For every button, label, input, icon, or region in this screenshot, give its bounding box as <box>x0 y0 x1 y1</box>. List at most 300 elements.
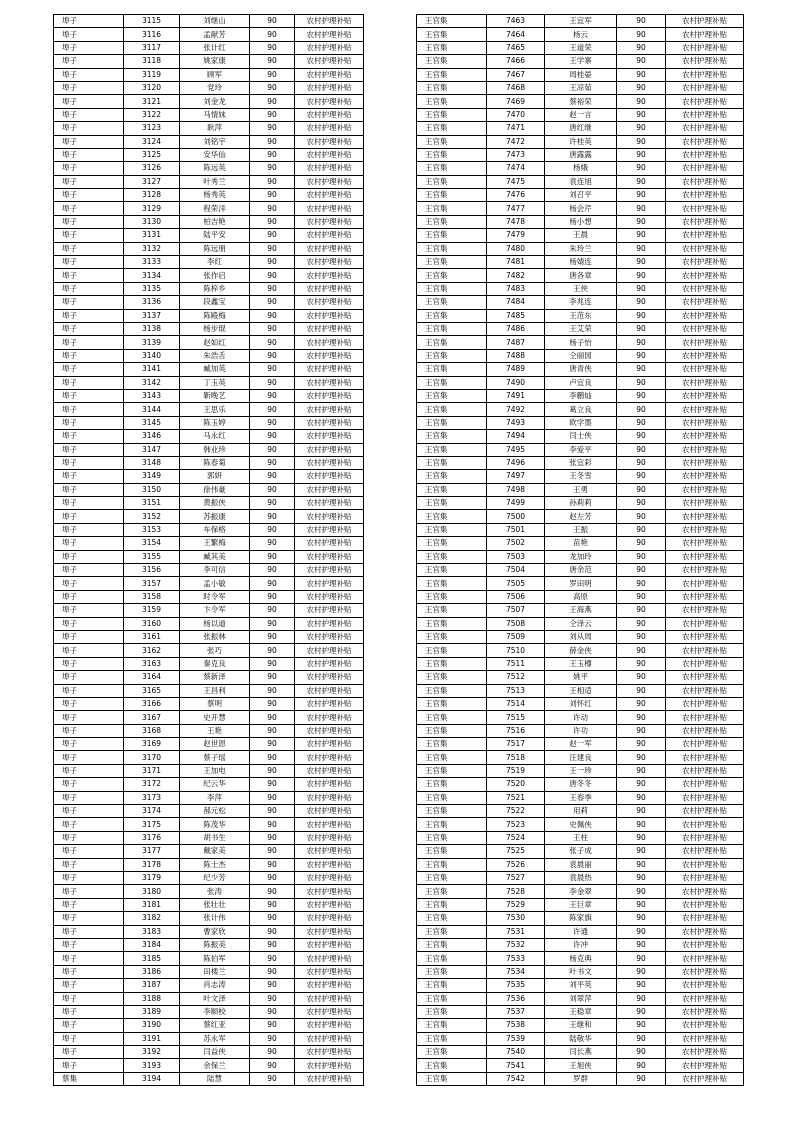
name-cell: 孟献芳 <box>180 28 250 41</box>
name-cell: 王艾荣 <box>545 322 617 335</box>
category-cell: 农村护理补贴 <box>295 523 364 536</box>
id-cell: 3175 <box>124 818 180 831</box>
id-cell: 3167 <box>124 711 180 724</box>
category-cell: 农村护理补贴 <box>295 671 364 684</box>
category-cell: 农村护理补贴 <box>295 1046 364 1059</box>
amount-cell: 90 <box>250 1059 295 1072</box>
town-cell: 王官集 <box>417 296 487 309</box>
id-cell: 7536 <box>487 992 545 1005</box>
name-cell: 黄振侠 <box>180 497 250 510</box>
town-cell: 埠子 <box>54 403 124 416</box>
town-cell: 埠子 <box>54 831 124 844</box>
table-row <box>54 1059 364 1072</box>
name-cell: 丁玉英 <box>180 376 250 389</box>
id-cell: 3149 <box>124 470 180 483</box>
category-cell: 农村护理补贴 <box>295 175 364 188</box>
category-cell: 农村护理补贴 <box>666 818 744 831</box>
id-cell: 7537 <box>487 1005 545 1018</box>
amount-cell: 90 <box>617 1072 666 1085</box>
category-cell: 农村护理补贴 <box>666 470 744 483</box>
name-cell: 罗田明 <box>545 577 617 590</box>
category-cell: 农村护理补贴 <box>666 269 744 282</box>
table-row <box>417 831 744 844</box>
id-cell: 3169 <box>124 738 180 751</box>
town-cell: 王官集 <box>417 764 487 777</box>
town-cell: 埠子 <box>54 175 124 188</box>
town-cell: 王官集 <box>417 898 487 911</box>
town-cell: 王官集 <box>417 590 487 603</box>
amount-cell: 90 <box>250 992 295 1005</box>
id-cell: 3146 <box>124 430 180 443</box>
name-cell: 欧学墨 <box>545 416 617 429</box>
town-cell: 王官集 <box>417 256 487 269</box>
table-row <box>54 564 364 577</box>
category-cell: 农村护理补贴 <box>666 148 744 161</box>
id-cell: 3190 <box>124 1019 180 1032</box>
town-cell: 埠子 <box>54 41 124 54</box>
town-cell: 埠子 <box>54 162 124 175</box>
table-row <box>54 215 364 228</box>
category-cell: 农村护理补贴 <box>666 992 744 1005</box>
category-cell: 农村护理补贴 <box>295 81 364 94</box>
id-cell: 7478 <box>487 215 545 228</box>
category-cell: 农村护理补贴 <box>666 550 744 563</box>
town-cell: 埠子 <box>54 992 124 1005</box>
town-cell: 埠子 <box>54 456 124 469</box>
id-cell: 3179 <box>124 872 180 885</box>
category-cell: 农村护理补贴 <box>295 336 364 349</box>
table-row <box>417 122 744 135</box>
table-row <box>417 697 744 710</box>
table-row <box>54 122 364 135</box>
name-cell: 蔡明 <box>180 697 250 710</box>
category-cell: 农村护理补贴 <box>295 403 364 416</box>
name-cell: 陈士杰 <box>180 858 250 871</box>
name-cell: 闫士侠 <box>545 430 617 443</box>
category-cell: 农村护理补贴 <box>295 952 364 965</box>
id-cell: 3115 <box>124 15 180 28</box>
name-cell: 杨会芹 <box>545 202 617 215</box>
category-cell: 农村护理补贴 <box>666 590 744 603</box>
id-cell: 7534 <box>487 965 545 978</box>
id-cell: 7475 <box>487 175 545 188</box>
category-cell: 农村护理补贴 <box>295 764 364 777</box>
town-cell: 王官集 <box>417 697 487 710</box>
town-cell: 埠子 <box>54 872 124 885</box>
amount-cell: 90 <box>617 805 666 818</box>
category-cell: 农村护理补贴 <box>295 483 364 496</box>
table-row <box>417 898 744 911</box>
name-cell: 刘召平 <box>545 189 617 202</box>
town-cell: 王官集 <box>417 282 487 295</box>
town-cell: 埠子 <box>54 751 124 764</box>
name-cell: 唐青侠 <box>545 363 617 376</box>
town-cell: 王官集 <box>417 510 487 523</box>
amount-cell: 90 <box>250 644 295 657</box>
id-cell: 3119 <box>124 68 180 81</box>
category-cell: 农村护理补贴 <box>666 55 744 68</box>
town-cell: 王官集 <box>417 389 487 402</box>
amount-cell: 90 <box>250 577 295 590</box>
id-cell: 7464 <box>487 28 545 41</box>
name-cell: 杨婧连 <box>545 256 617 269</box>
table-row <box>54 269 364 282</box>
left-table <box>53 14 364 1086</box>
id-cell: 7524 <box>487 831 545 844</box>
id-cell: 3176 <box>124 831 180 844</box>
amount-cell: 90 <box>617 671 666 684</box>
id-cell: 7528 <box>487 885 545 898</box>
category-cell: 农村护理补贴 <box>666 630 744 643</box>
id-cell: 7511 <box>487 657 545 670</box>
amount-cell: 90 <box>250 858 295 871</box>
id-cell: 7522 <box>487 805 545 818</box>
id-cell: 7530 <box>487 912 545 925</box>
category-cell: 农村护理补贴 <box>295 617 364 630</box>
town-cell: 埠子 <box>54 925 124 938</box>
category-cell: 农村护理补贴 <box>666 925 744 938</box>
left-table-body <box>54 15 364 1086</box>
category-cell: 农村护理补贴 <box>666 577 744 590</box>
category-cell: 农村护理补贴 <box>666 791 744 804</box>
town-cell: 埠子 <box>54 1019 124 1032</box>
name-cell: 袁晨热 <box>545 872 617 885</box>
table-row <box>417 1059 744 1072</box>
id-cell: 3139 <box>124 336 180 349</box>
amount-cell: 90 <box>617 376 666 389</box>
town-cell: 埠子 <box>54 376 124 389</box>
town-cell: 埠子 <box>54 738 124 751</box>
category-cell: 农村护理补贴 <box>666 483 744 496</box>
name-cell: 陈远朋 <box>180 242 250 255</box>
category-cell: 农村护理补贴 <box>666 1032 744 1045</box>
town-cell: 王官集 <box>417 349 487 362</box>
category-cell: 农村护理补贴 <box>295 430 364 443</box>
table-row <box>417 858 744 871</box>
id-cell: 3127 <box>124 175 180 188</box>
name-cell: 王相适 <box>545 684 617 697</box>
category-cell: 农村护理补贴 <box>666 711 744 724</box>
amount-cell: 90 <box>250 456 295 469</box>
amount-cell: 90 <box>250 403 295 416</box>
town-cell: 埠子 <box>54 81 124 94</box>
name-cell: 王晨 <box>545 229 617 242</box>
table-row <box>417 778 744 791</box>
name-cell: 程荣洋 <box>180 202 250 215</box>
amount-cell: 90 <box>617 684 666 697</box>
amount-cell: 90 <box>250 122 295 135</box>
town-cell: 埠子 <box>54 1005 124 1018</box>
id-cell: 3117 <box>124 41 180 54</box>
name-cell: 柏吉艳 <box>180 215 250 228</box>
amount-cell: 90 <box>617 497 666 510</box>
table-row <box>417 738 744 751</box>
id-cell: 7476 <box>487 189 545 202</box>
table-row <box>54 1072 364 1085</box>
category-cell: 农村护理补贴 <box>666 697 744 710</box>
table-row <box>54 148 364 161</box>
town-cell: 埠子 <box>54 256 124 269</box>
category-cell: 农村护理补贴 <box>666 95 744 108</box>
amount-cell: 90 <box>617 965 666 978</box>
id-cell: 3171 <box>124 764 180 777</box>
amount-cell: 90 <box>617 979 666 992</box>
table-row <box>417 644 744 657</box>
town-cell: 埠子 <box>54 885 124 898</box>
amount-cell: 90 <box>617 336 666 349</box>
name-cell: 史开慧 <box>180 711 250 724</box>
category-cell: 农村护理补贴 <box>666 282 744 295</box>
category-cell: 农村护理补贴 <box>295 416 364 429</box>
id-cell: 7495 <box>487 443 545 456</box>
amount-cell: 90 <box>617 148 666 161</box>
id-cell: 7517 <box>487 738 545 751</box>
amount-cell: 90 <box>250 671 295 684</box>
name-cell: 陈茂华 <box>180 818 250 831</box>
table-row <box>417 135 744 148</box>
table-row <box>54 684 364 697</box>
id-cell: 3121 <box>124 95 180 108</box>
table-row <box>417 483 744 496</box>
id-cell: 3120 <box>124 81 180 94</box>
table-row <box>54 108 364 121</box>
town-cell: 埠子 <box>54 296 124 309</box>
table-row <box>417 403 744 416</box>
town-cell: 埠子 <box>54 229 124 242</box>
name-cell: 许桂英 <box>545 135 617 148</box>
name-cell: 曹家欣 <box>180 925 250 938</box>
amount-cell: 90 <box>250 952 295 965</box>
name-cell: 仝泽云 <box>545 617 617 630</box>
amount-cell: 90 <box>617 470 666 483</box>
category-cell: 农村护理补贴 <box>295 135 364 148</box>
amount-cell: 90 <box>617 831 666 844</box>
category-cell: 农村护理补贴 <box>295 349 364 362</box>
table-row <box>54 510 364 523</box>
town-cell: 王官集 <box>417 550 487 563</box>
amount-cell: 90 <box>250 416 295 429</box>
table-row <box>417 309 744 322</box>
id-cell: 3143 <box>124 389 180 402</box>
amount-cell: 90 <box>250 95 295 108</box>
id-cell: 7540 <box>487 1046 545 1059</box>
name-cell: 王侠 <box>545 282 617 295</box>
name-cell: 马情妹 <box>180 108 250 121</box>
name-cell: 苏振康 <box>180 510 250 523</box>
town-cell: 王官集 <box>417 470 487 483</box>
name-cell: 李顺校 <box>180 1005 250 1018</box>
id-cell: 7518 <box>487 751 545 764</box>
name-cell: 许冲 <box>545 938 617 951</box>
name-cell: 苏永军 <box>180 1032 250 1045</box>
town-cell: 埠子 <box>54 443 124 456</box>
amount-cell: 90 <box>617 912 666 925</box>
id-cell: 3159 <box>124 604 180 617</box>
category-cell: 农村护理补贴 <box>666 1019 744 1032</box>
town-cell: 王官集 <box>417 416 487 429</box>
table-row <box>54 791 364 804</box>
town-cell: 埠子 <box>54 550 124 563</box>
town-cell: 埠子 <box>54 564 124 577</box>
table-row <box>54 738 364 751</box>
amount-cell: 90 <box>250 791 295 804</box>
amount-cell: 90 <box>617 282 666 295</box>
table-row <box>54 872 364 885</box>
amount-cell: 90 <box>250 845 295 858</box>
amount-cell: 90 <box>617 791 666 804</box>
id-cell: 7519 <box>487 764 545 777</box>
town-cell: 王官集 <box>417 376 487 389</box>
id-cell: 3134 <box>124 269 180 282</box>
id-cell: 7510 <box>487 644 545 657</box>
amount-cell: 90 <box>250 965 295 978</box>
category-cell: 农村护理补贴 <box>295 242 364 255</box>
amount-cell: 90 <box>250 1019 295 1032</box>
town-cell: 埠子 <box>54 68 124 81</box>
table-row <box>417 965 744 978</box>
name-cell: 陈春菊 <box>180 456 250 469</box>
amount-cell: 90 <box>250 979 295 992</box>
category-cell: 农村护理补贴 <box>666 497 744 510</box>
table-row <box>417 537 744 550</box>
amount-cell: 90 <box>617 135 666 148</box>
town-cell: 埠子 <box>54 590 124 603</box>
category-cell: 农村护理补贴 <box>295 751 364 764</box>
category-cell: 农村护理补贴 <box>295 202 364 215</box>
id-cell: 3178 <box>124 858 180 871</box>
category-cell: 农村护理补贴 <box>295 443 364 456</box>
id-cell: 7500 <box>487 510 545 523</box>
name-cell: 张计伟 <box>180 912 250 925</box>
table-row <box>417 523 744 536</box>
category-cell: 农村护理补贴 <box>666 885 744 898</box>
name-cell: 姚平 <box>545 671 617 684</box>
table-row <box>54 28 364 41</box>
category-cell: 农村护理补贴 <box>666 389 744 402</box>
town-cell: 埠子 <box>54 912 124 925</box>
table-row <box>417 242 744 255</box>
table-row <box>417 550 744 563</box>
id-cell: 7506 <box>487 590 545 603</box>
table-row <box>54 1005 364 1018</box>
table-row <box>417 510 744 523</box>
amount-cell: 90 <box>617 925 666 938</box>
id-cell: 7516 <box>487 724 545 737</box>
id-cell: 7541 <box>487 1059 545 1072</box>
town-cell: 埠子 <box>54 711 124 724</box>
category-cell: 农村护理补贴 <box>295 15 364 28</box>
amount-cell: 90 <box>617 617 666 630</box>
town-cell: 王官集 <box>417 925 487 938</box>
id-cell: 7487 <box>487 336 545 349</box>
name-cell: 唐红继 <box>545 122 617 135</box>
id-cell: 7526 <box>487 858 545 871</box>
category-cell: 农村护理补贴 <box>295 68 364 81</box>
amount-cell: 90 <box>617 430 666 443</box>
town-cell: 王官集 <box>417 41 487 54</box>
table-row <box>54 630 364 643</box>
table-row <box>54 577 364 590</box>
table-row <box>54 256 364 269</box>
name-cell: 杨小想 <box>545 215 617 228</box>
town-cell: 王官集 <box>417 938 487 951</box>
table-row <box>54 952 364 965</box>
category-cell: 农村护理补贴 <box>666 1059 744 1072</box>
name-cell: 王道荣 <box>545 41 617 54</box>
name-cell: 靳晚艺 <box>180 389 250 402</box>
table-row <box>417 430 744 443</box>
amount-cell: 90 <box>617 55 666 68</box>
category-cell: 农村护理补贴 <box>295 938 364 951</box>
table-row <box>54 202 364 215</box>
id-cell: 7467 <box>487 68 545 81</box>
category-cell: 农村护理补贴 <box>666 403 744 416</box>
table-row <box>54 938 364 951</box>
town-cell: 埠子 <box>54 430 124 443</box>
table-row <box>54 818 364 831</box>
amount-cell: 90 <box>617 764 666 777</box>
table-row <box>417 336 744 349</box>
town-cell: 王官集 <box>417 28 487 41</box>
category-cell: 农村护理补贴 <box>295 41 364 54</box>
name-cell: 陆平安 <box>180 229 250 242</box>
category-cell: 农村护理补贴 <box>666 430 744 443</box>
amount-cell: 90 <box>617 604 666 617</box>
name-cell: 刘翠萍 <box>545 992 617 1005</box>
table-row <box>417 684 744 697</box>
category-cell: 农村护理补贴 <box>295 630 364 643</box>
town-cell: 埠子 <box>54 189 124 202</box>
id-cell: 3125 <box>124 148 180 161</box>
town-cell: 王官集 <box>417 108 487 121</box>
table-row <box>417 992 744 1005</box>
town-cell: 王官集 <box>417 657 487 670</box>
amount-cell: 90 <box>250 322 295 335</box>
town-cell: 王官集 <box>417 778 487 791</box>
category-cell: 农村护理补贴 <box>666 108 744 121</box>
name-cell: 王学寨 <box>545 55 617 68</box>
amount-cell: 90 <box>250 925 295 938</box>
table-row <box>54 724 364 737</box>
id-cell: 7481 <box>487 256 545 269</box>
category-cell: 农村护理补贴 <box>295 28 364 41</box>
amount-cell: 90 <box>617 510 666 523</box>
table-row <box>54 764 364 777</box>
category-cell: 农村护理补贴 <box>295 376 364 389</box>
table-row <box>54 550 364 563</box>
table-row <box>417 15 744 28</box>
table-row <box>417 1005 744 1018</box>
id-cell: 7469 <box>487 95 545 108</box>
name-cell: 王范东 <box>545 309 617 322</box>
town-cell: 埠子 <box>54 322 124 335</box>
table-row <box>54 979 364 992</box>
town-cell: 王官集 <box>417 68 487 81</box>
table-row <box>54 671 364 684</box>
name-cell: 刘金龙 <box>180 95 250 108</box>
id-cell: 7480 <box>487 242 545 255</box>
amount-cell: 90 <box>250 148 295 161</box>
id-cell: 7523 <box>487 818 545 831</box>
id-cell: 7497 <box>487 470 545 483</box>
category-cell: 农村护理补贴 <box>666 805 744 818</box>
name-cell: 高原 <box>545 590 617 603</box>
amount-cell: 90 <box>250 202 295 215</box>
id-cell: 7465 <box>487 41 545 54</box>
id-cell: 7501 <box>487 523 545 536</box>
table-row <box>417 55 744 68</box>
id-cell: 7505 <box>487 577 545 590</box>
